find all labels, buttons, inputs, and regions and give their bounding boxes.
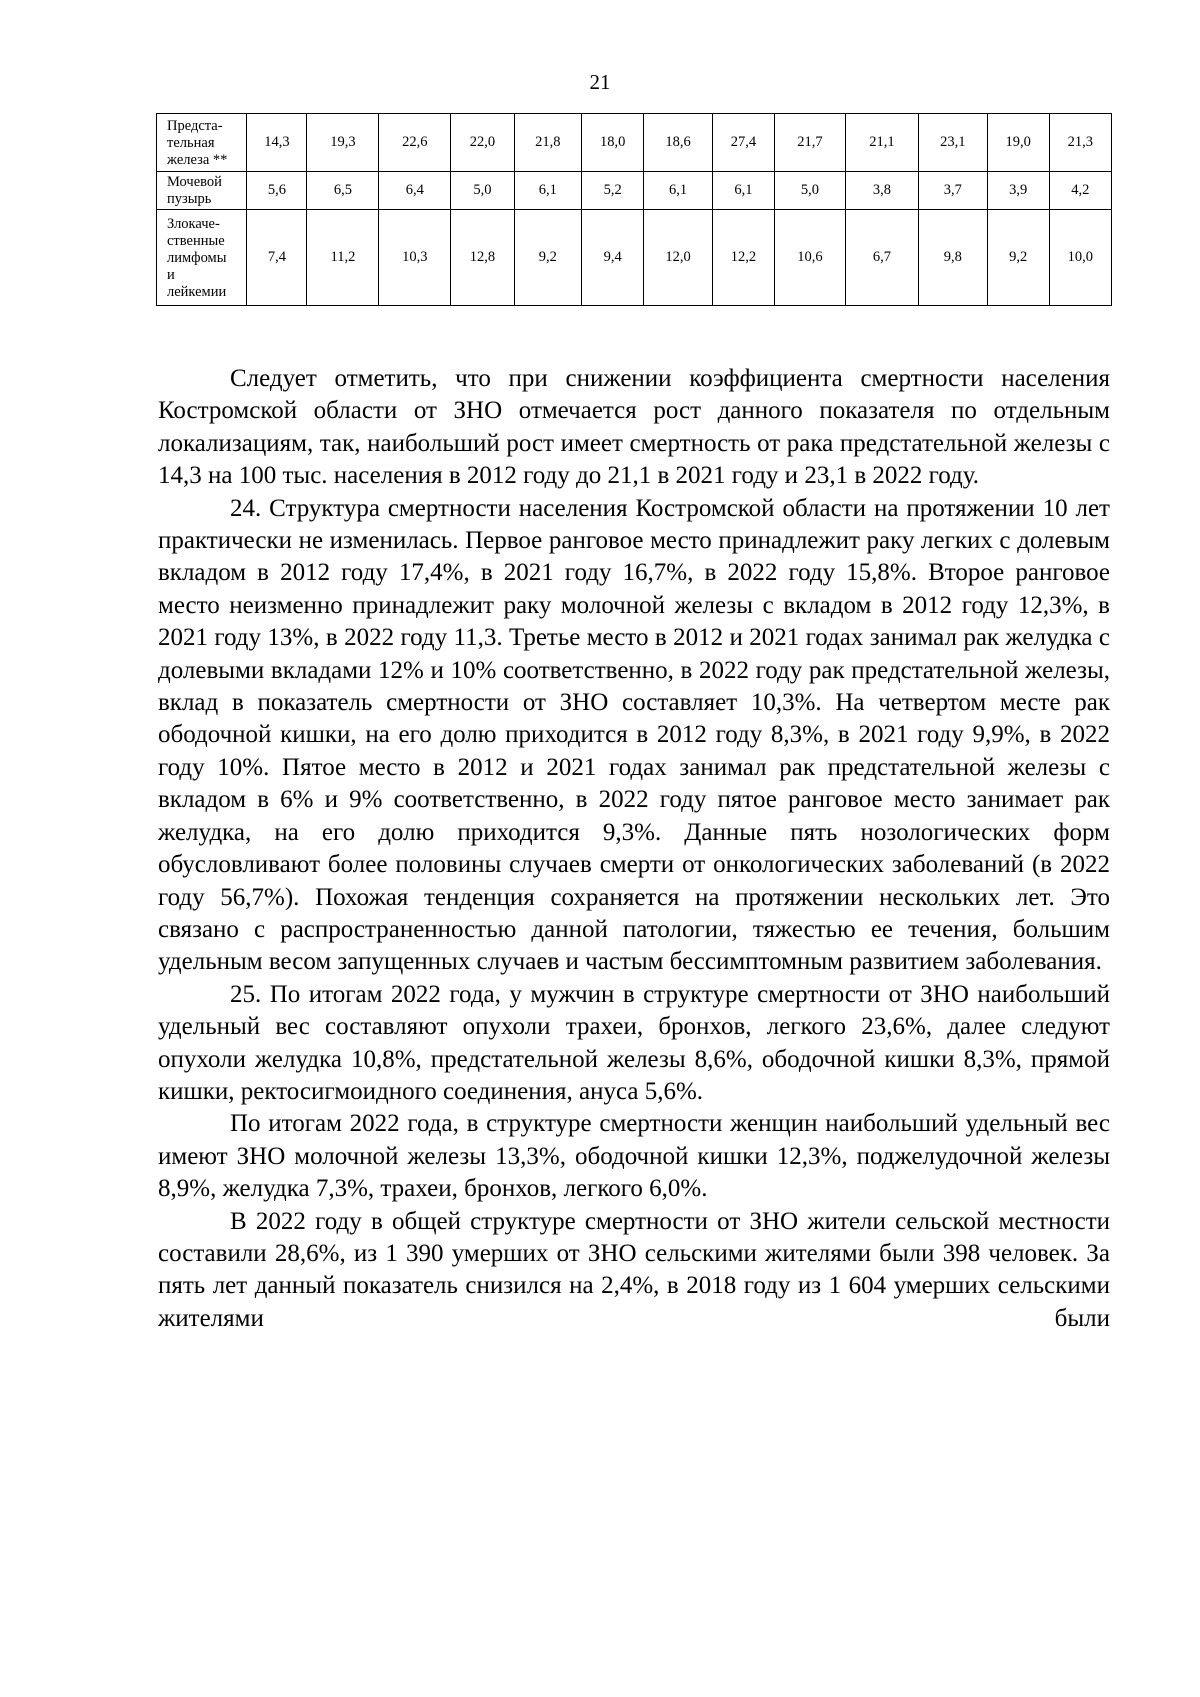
page-number: 21 bbox=[589, 70, 611, 94]
table-cell: 22,6 bbox=[379, 114, 451, 172]
table-cell: 21,3 bbox=[1049, 114, 1111, 172]
table-cell: 6,4 bbox=[379, 172, 451, 210]
row-label: Предста- тельная железа ** bbox=[157, 114, 247, 172]
table-cell: 6,1 bbox=[514, 172, 582, 210]
table-cell: 18,0 bbox=[582, 114, 644, 172]
table-cell: 6,7 bbox=[845, 210, 918, 306]
table-cell: 6,5 bbox=[307, 172, 379, 210]
table-cell: 9,8 bbox=[918, 210, 987, 306]
body-text bbox=[158, 363, 1110, 1335]
table-cell: 6,1 bbox=[712, 172, 774, 210]
table-cell: 10,0 bbox=[1049, 210, 1111, 306]
table-cell: 9,4 bbox=[582, 210, 644, 306]
paragraph: 25. По итогам 2022 года, у мужчин в структуре смертности от ЗНО наибольший удельный вес составляют опухоли трахеи, бронхов, легкого 23,6%, далее следуют опухоли желудка 10,8%, предстательной железы 8,6%, ободочной кишки 8,3%, прямой кишки, ректосигмоидного соединения, ануса 5,6%. bbox=[158, 980, 1110, 1105]
table-cell: 3,8 bbox=[845, 172, 918, 210]
table-cell: 21,8 bbox=[514, 114, 582, 172]
table-row bbox=[157, 210, 1112, 306]
table-cell: 12,8 bbox=[451, 210, 514, 306]
table-cell: 19,0 bbox=[987, 114, 1049, 172]
table-cell: 3,7 bbox=[918, 172, 987, 210]
table-cell: 5,2 bbox=[582, 172, 644, 210]
table-cell: 12,0 bbox=[644, 210, 713, 306]
table-cell: 10,6 bbox=[775, 210, 846, 306]
table-cell: 23,1 bbox=[918, 114, 987, 172]
table-cell: 6,1 bbox=[644, 172, 713, 210]
table-cell: 18,6 bbox=[644, 114, 713, 172]
table-cell: 9,2 bbox=[514, 210, 582, 306]
table-cell: 27,4 bbox=[712, 114, 774, 172]
table-row bbox=[157, 172, 1112, 210]
table-row bbox=[157, 114, 1112, 172]
table-cell: 21,1 bbox=[845, 114, 918, 172]
paragraph: 24. Структура смертности населения Костромской области на протяжении 10 лет практически не изменилась. Первое ранговое место принадлежит раку легких с долевым вкладом в 2012 году 17,4%, в 2021 году 16,7%, в 2022 году 15,8%. Второе ранговое место неизменно принадлежит раку молочной железы с вкладом в 2012 году 12,3%, в 2021 году 13%, в 2022 году 11,3. Третье место в 2012 и 2021 годах занимал рак желудка с долевыми вкладами 12% и 10% соответственно, в 2022 году рак предстательной железы, вклад в показатель смертности от ЗНО составляет 10,3%. На четвертом месте рак ободочной кишки, на его долю приходится в 2012 году 8,3%, в 2021 году 9,9%, в 2022 году 10%. Пятое место в 2012 и 2021 годах занимал рак предстательной железы с вкладом в 6% и 9% соответственно, в 2022 году пятое ранговое место занимает рак желудка, на его долю приходится 9,3%. Данные пять нозологических форм обусловливают более половины случаев смерти от онкологических заболеваний (в 2022 году 56,7%). Похожая тенденция сохраняется на протяжении нескольких лет. Это связано с распространенностью данной патологии, тяжестью ее течения, большим удельным весом запущенных случаев и частым бессимптомным развитием заболевания. bbox=[158, 494, 1110, 976]
mortality-table bbox=[156, 113, 1112, 306]
table-cell: 10,3 bbox=[379, 210, 451, 306]
paragraph: В 2022 году в общей структуре смертности от ЗНО жители сельской местности составили 28,6%, из 1 390 умерших от ЗНО сельскими жителями были 398 человек. За пять лет данный показатель снизился на 2,4%, в 2018 году из 1 604 умерших сельскими жителями были bbox=[158, 1207, 1110, 1332]
table-cell: 21,7 bbox=[775, 114, 846, 172]
row-label: Мочевой пузырь bbox=[157, 172, 247, 210]
table-cell: 5,6 bbox=[247, 172, 307, 210]
paragraph: По итогам 2022 года, в структуре смертности женщин наибольший удельный вес имеют ЗНО молочной железы 13,3%, ободочной кишки 12,3%, поджелудочной железы 8,9%, желудка 7,3%, трахеи, бронхов, легкого 6,0%. bbox=[158, 1110, 1110, 1203]
table-cell: 22,0 bbox=[451, 114, 514, 172]
table-cell: 9,2 bbox=[987, 210, 1049, 306]
table-cell: 19,3 bbox=[307, 114, 379, 172]
table-cell: 11,2 bbox=[307, 210, 379, 306]
table-cell: 4,2 bbox=[1049, 172, 1111, 210]
table-cell: 5,0 bbox=[451, 172, 514, 210]
table-cell: 7,4 bbox=[247, 210, 307, 306]
table-cell: 14,3 bbox=[247, 114, 307, 172]
table-cell: 3,9 bbox=[987, 172, 1049, 210]
table-cell: 12,2 bbox=[712, 210, 774, 306]
row-label: Злокаче- ственные лимфомы и лейкемии bbox=[157, 210, 247, 306]
paragraph: Следует отметить, что при снижении коэффициента смертности населения Костромской области от ЗНО отмечается рост данного показателя по отдельным локализациям, так, наибольший рост имеет смертность от рака предстательной железы с 14,3 на 100 тыс. населения в 2012 году до 21,1 в 2021 году и 23,1 в 2022 году. bbox=[158, 365, 1110, 490]
table-cell: 5,0 bbox=[775, 172, 846, 210]
